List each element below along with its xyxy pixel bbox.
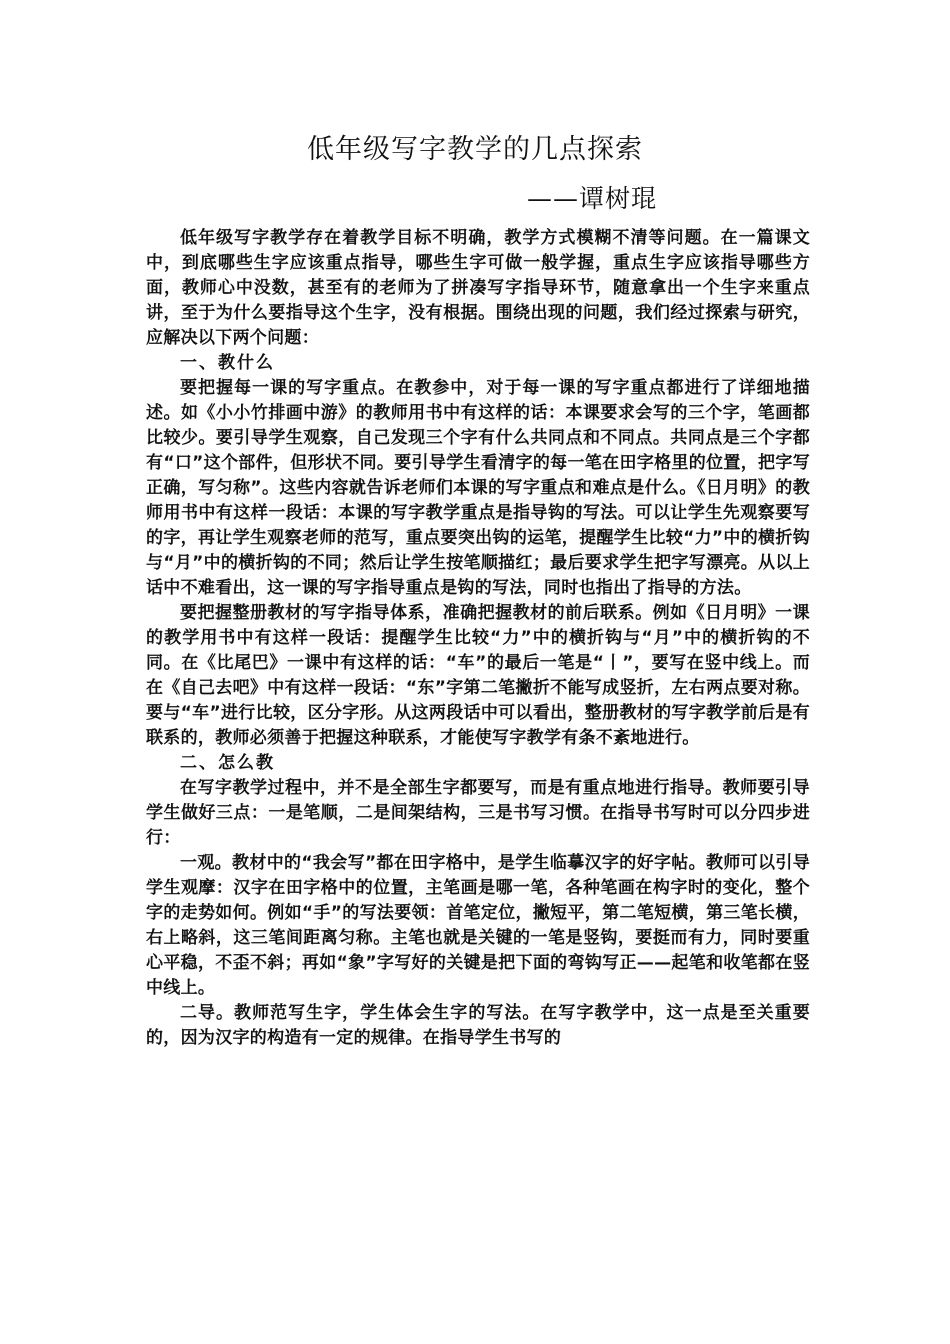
- intro-paragraph: 低年级写字教学存在着教学目标不明确，教学方式模糊不清等问题。在一篇课文中，到底哪些生字应该重点指导，哪些生字可做一般学握，重点生字应该指导哪些方面，教师心中没数，甚至有的老师为了拼凑写字指导环节，随意拿出一个生字来重点讲，至于为什么要指导这个生字，没有根据。围绕出现的问题，我们经过探索与研究，应解决以下两个问题：: [146, 228, 810, 348]
- document-body: [146, 226, 810, 1051]
- body-paragraph: 要把握每一课的写字重点。在教参中，对于每一课的写字重点都进行了详细地描述。如《小小竹排画中游》的教师用书中有这样的话：本课要求会写的三个字，笔画都比较少。要引导学生观察，自己发现三个字有什么共同点和不同点。共同点是三个字都有“口”这个部件，但形状不同。要引导学生看清字的每一笔在田字格里的位置，把字写正确，写匀称”。这些内容就告诉老师们本课的写字重点和难点是什么。《日月明》的教师用书中有这样一段话：本课的写字教学重点是指导钩的写法。可以让学生先观察要写的字，再让学生观察老师的范写，重点要突出钩的运笔，提醒学生比较“力”中的横折钩与“月”中的横折钩的不同；然后让学生按笔顺描红；最后要求学生把字写漂亮。从以上话中不难看出，这一课的写字指导重点是钩的写法，同时也指出了指导的方法。: [146, 378, 810, 598]
- section-heading-what-to-teach: 一、教什么: [180, 353, 275, 373]
- body-paragraph: 在写字教学过程中，并不是全部生字都要写，而是有重点地进行指导。教师要引导学生做好三点：一是笔顺，二是间架结构，三是书写习惯。在指导书写时可以分四步进行：: [146, 778, 810, 848]
- body-paragraph: 要把握整册教材的写字指导体系，准确把握教材的前后联系。例如《日月明》一课的教学用书中有这样一段话：提醒学生比较“力”中的横折钩与“月”中的横折钩的不同。在《比尾巴》一课中有这样的话：“车”的最后一笔是“丨”，要写在竖中线上。而在《自己去吧》中有这样一段话：“东”字第二笔撇折不能写成竖折，左右两点要对称。要与“车”进行比较，区分字形。从这两段话中可以看出，整册教材的写字教学前后是有联系的，教师必须善于把握这种联系，才能使写字教学有条不紊地进行。: [146, 603, 810, 748]
- document-title: 低年级写字教学的几点探索: [307, 134, 643, 165]
- body-paragraph: 二导。教师范写生字，学生体会生字的写法。在写字教学中，这一点是至关重要的，因为汉字的构造有一定的规律。在指导学生书写的: [146, 1003, 810, 1048]
- body-paragraph: 一观。教材中的“我会写”都在田字格中，是学生临摹汉字的好字帖。教师可以引导学生观摩：汉字在田字格中的位置，主笔画是哪一笔，各种笔画在构字时的变化，整个字的走势如何。例如“手”的写法要领：首笔定位，撇短平，第二笔短横，第三笔长横，右上略斜，这三笔间距离匀称。主笔也就是关键的一笔是竖钩，要挺而有力，同时要重心平稳，不歪不斜；再如“象”字写好的关键是把下面的弯钩写正——起笔和收笔都在竖中线上。: [146, 853, 810, 998]
- section-heading-how-to-teach: 二、怎么教: [180, 753, 275, 773]
- document-author: ——谭树琨: [527, 184, 658, 213]
